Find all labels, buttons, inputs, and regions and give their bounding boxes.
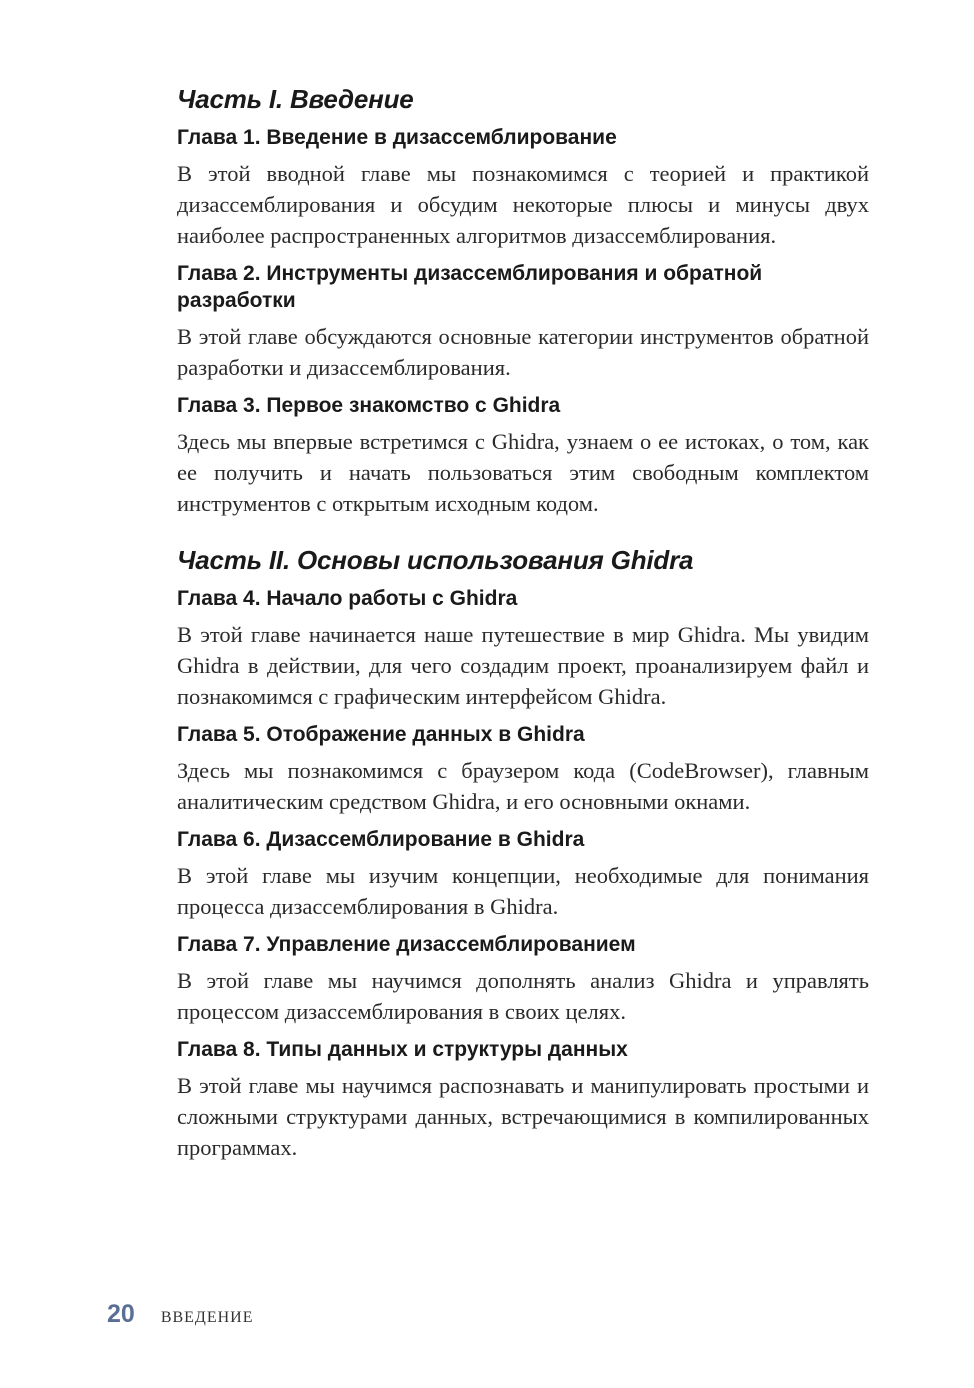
chapter-description: В этой главе обсуждаются основные категории инструментов обратной разработки и дизассемблирования. [177,324,869,380]
chapter-description: В этой главе мы изучим концепции, необходимые для понимания процесса дизассемблирования в Ghidra. [177,863,869,919]
chapter-8 [177,1036,869,1163]
chapter-3 [177,392,869,519]
chapter-title: Глава 1. Введение в дизассемблирование [177,126,617,149]
chapter-description: В этой главе начинается наше путешествие в мир Ghidra. Мы увидим Ghidra в действии, для чего создадим проект, проанализируем файл и познакомимся с графическим интерфейсом Ghidra. [177,622,869,709]
chapter-title: Глава 4. Начало работы с Ghidra [177,587,518,610]
chapter-4 [177,585,869,712]
part-title: Часть II. Основы использования Ghidra [177,545,694,575]
part-title: Часть I. Введение [177,84,414,114]
part-1 [177,82,869,519]
page-number: 20 [107,1300,135,1328]
chapter-description: Здесь мы впервые встретимся с Ghidra, узнаем о ее истоках, о том, как ее получить и начать пользоваться этим свободным комплектом инструментов с открытым исходным кодом. [177,429,869,516]
chapter-title: Глава 6. Дизассемблирование в Ghidra [177,828,585,851]
chapter-title: Глава 3. Первое знакомство с Ghidra [177,394,561,417]
chapter-title: Глава 2. Инструменты дизассемблирования и обратной разработки [177,262,763,312]
chapter-title: Глава 7. Управление дизассемблированием [177,933,636,956]
chapter-2 [177,260,869,383]
chapter-description: В этой главе мы научимся распознавать и манипулировать простыми и сложными структурами данных, встречающимися в компилированных программах. [177,1073,869,1160]
chapter-title: Глава 8. Типы данных и структуры данных [177,1038,628,1061]
chapter-7 [177,931,869,1027]
page-footer [107,1300,254,1329]
chapter-description: Здесь мы познакомимся с браузером кода (CodeBrowser), главным аналитическим средством Ghidra, и его основными окнами. [177,758,869,814]
page-content [177,82,869,1172]
running-head: ВВЕДЕНИЕ [160,1309,254,1326]
chapter-description: В этой вводной главе мы познакомимся с теорией и практикой дизассемблирования и обсудим некоторые плюсы и минусы двух наиболее распространенных алгоритмов дизассемблирования. [177,161,869,248]
chapter-5 [177,721,869,817]
chapter-1 [177,124,869,251]
chapter-title: Глава 5. Отображение данных в Ghidra [177,723,585,746]
part-2 [177,543,869,1163]
chapter-6 [177,826,869,922]
chapter-description: В этой главе мы научимся дополнять анализ Ghidra и управлять процессом дизассемблирования в своих целях. [177,968,869,1024]
